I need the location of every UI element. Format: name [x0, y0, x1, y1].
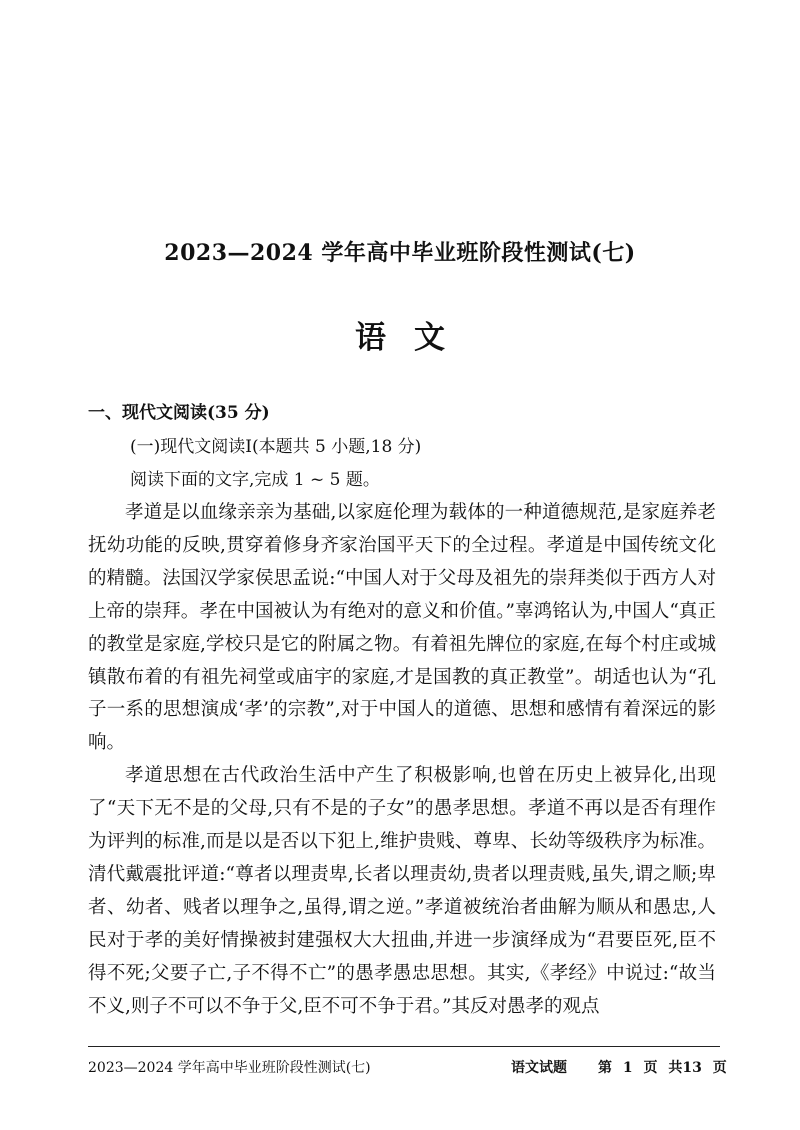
footer-page-number: 第 1 页 共13 页	[598, 1060, 727, 1076]
section-heading: 一、现代文阅读(35 分)	[88, 403, 270, 423]
reading-passage	[88, 497, 716, 1024]
footer-divider	[88, 1046, 720, 1047]
footer-exam-title: 2023—2024 学年高中毕业班阶段性测试(七)	[88, 1060, 371, 1076]
subject-title: 语文	[355, 320, 473, 356]
reading-instruction: 阅读下面的文字,完成 1 ~ 5 题。	[130, 470, 380, 490]
footer-subject: 语文试题	[511, 1060, 567, 1076]
exam-title: 2023—2024 学年高中毕业班阶段性测试(七)	[164, 240, 636, 266]
passage-paragraph-1: 孝道是以血缘亲亲为基础,以家庭伦理为载体的一种道德规范,是家庭养老抚幼功能的反映,贯穿着修身齐家治国平天下的全过程。孝道是中国传统文化的精髓。法国汉学家侯思孟说:“中国人对于父母及祖先的崇拜类似于西方人对上帝的崇拜。孝在中国被认为有绝对的意义和价值。”辜鸿铭认为,中国人“真正的教堂是家庭,学校只是它的附属之物。有着祖先牌位的家庭,在每个村庄或城镇散布着的有祖先祠堂或庙宇的家庭,才是国教的真正教堂”。胡适也认为“孔子一系的思想演成‘孝’的宗教”,对于中国人的道德、思想和感情有着深远的影响。	[88, 502, 716, 754]
sub-section-heading: (一)现代文阅读Ⅰ(本题共 5 小题,18 分)	[130, 437, 422, 457]
passage-paragraph-2: 孝道思想在古代政治生活中产生了积极影响,也曾在历史上被异化,出现了“天下无不是的父母,只有不是的子女”的愚孝思想。孝道不再以是否有理作为评判的标准,而是以是否以下犯上,维护贵贱、尊卑、长幼等级秩序为标准。清代戴震批评道:“尊者以理责卑,长者以理责幼,贵者以理责贱,虽失,谓之顺;卑者、幼者、贱者以理争之,虽得,谓之逆。”孝道被统治者曲解为顺从和愚忠,人民对于孝的美好情操被封建强权大大扭曲,并进一步演绎成为“君要臣死,臣不得不死;父要子亡,子不得不亡”的愚孝愚忠思想。其实,《孝经》中说过:“故当不义,则子不可以不争于父,臣不可不争于君。”其反对愚孝的观点	[88, 765, 716, 1017]
